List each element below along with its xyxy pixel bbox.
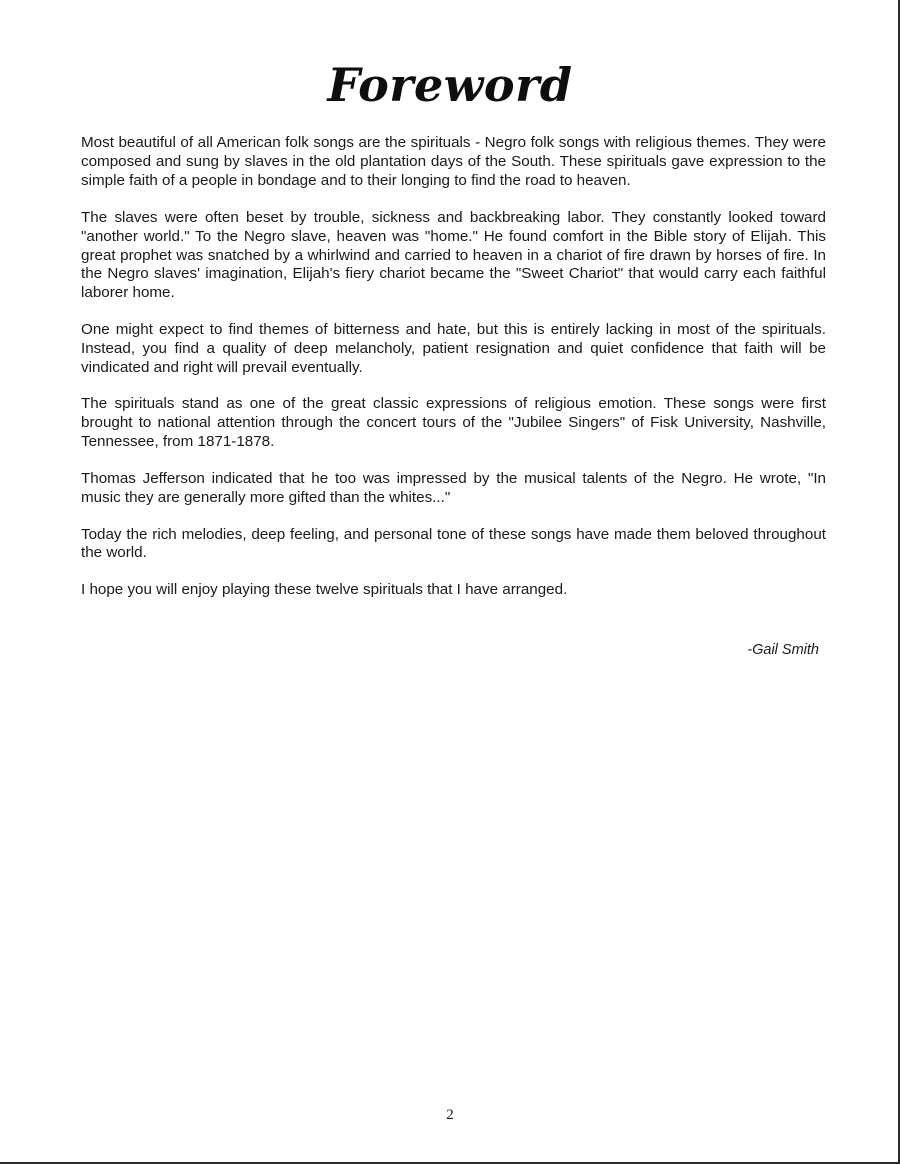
paragraph-7: I hope you will enjoy playing these twelve spirituals that I have arranged. xyxy=(81,581,568,599)
page-title: Foreword xyxy=(327,58,573,112)
paragraph-3: One might expect to find themes of bitterness and hate, but this is entirely lacking in most of the spirituals. Instead, you find a quality of deep melancholy, patient resignation and quiet confidence that faith will be vindicated and right will prevail eventually. xyxy=(81,321,826,377)
paragraph-4: The spirituals stand as one of the great classic expressions of religious emotion. These songs were first brought to national attention through the concert tours of the "Jubilee Singers" of Fisk University, Nashville, Tennessee, from 1871-1878. xyxy=(81,394,826,450)
paragraph-1: Most beautiful of all American folk songs are the spirituals - Negro folk songs with religious themes. They were composed and sung by slaves in the old plantation days of the South. These spirituals gave expression to the simple faith of a people in bondage and to their longing to find the road to heaven. xyxy=(81,134,826,189)
page-number: 2 xyxy=(446,1107,454,1123)
foreword-body xyxy=(81,134,826,618)
author-signature: -Gail Smith xyxy=(747,642,819,658)
paragraph-5: Thomas Jefferson indicated that he too was impressed by the musical talents of the Negro. He wrote, "In music they are generally more gifted than the whites..." xyxy=(81,469,826,506)
paragraph-2: The slaves were often beset by trouble, sickness and backbreaking labor. They constantly looked toward "another world." To the Negro slave, heaven was "home." He found comfort in the Bible story of Elijah. This great prophet was snatched by a whirlwind and carried to heaven in a chariot of fire drawn by horses of fire. In the Negro slaves' imagination, Elijah's fiery chariot became the "Sweet Chariot" that would carry each faithful laborer home. xyxy=(81,208,826,302)
paragraph-6: Today the rich melodies, deep feeling, and personal tone of these songs have made them beloved throughout the world. xyxy=(81,525,826,562)
